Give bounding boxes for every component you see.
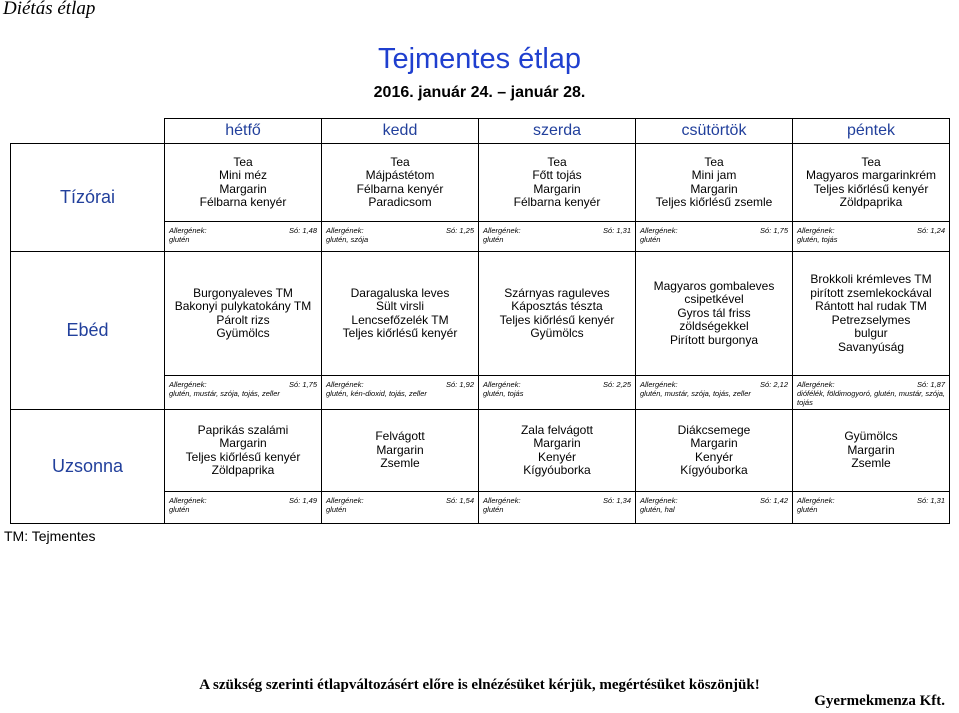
allergen-cell [479,376,636,410]
salt-value: Só: 1,25 [446,226,474,235]
allergen-cell [636,376,793,410]
menu-item: bulgur [854,326,888,340]
menu-cell [793,410,950,492]
menu-item: Tea [704,154,724,169]
menu-item: Kígyóuborka [680,463,748,477]
salt-value: Só: 1,24 [917,226,945,235]
menu-item: Kenyér [537,449,577,464]
salt-value: Só: 1,49 [289,496,317,505]
allergen-cell [636,222,793,252]
menu-item: Margarin [533,436,581,450]
allergen-label: Allergének: [483,496,521,505]
menu-item: Mini méz [218,168,267,182]
menu-item: Sült virsli [375,299,424,313]
salt-value: Só: 2,12 [760,380,788,389]
menu-item: Teljes kiőrlésű kenyér [185,449,301,464]
footer-note: A szükség szerinti étlapváltozásért előre is elnézésüket kérjük, megértésüket köszönjük! [199,677,760,693]
allergen-list: glutén, tojás [797,235,838,244]
allergen-label: Allergének: [640,380,678,389]
menu-item: Rántott hal rudak TM [815,299,927,313]
menu-item: Mini jam [691,168,737,182]
allergen-label: Allergének: [640,496,678,505]
menu-item: Felvágott [375,429,425,444]
allergen-cell [322,222,479,252]
menu-item: Margarin [376,442,424,457]
salt-value: Só: 1,34 [603,496,631,505]
allergen-cell [165,222,322,252]
allergen-cell [479,492,636,524]
menu-cell [636,252,793,376]
allergen-list: glutén, tojás [483,389,524,398]
meal-label: Uzsonna [11,410,165,524]
allergen-cell [165,492,322,524]
salt-value: Só: 1,31 [917,496,945,505]
menu-item: Savanyúság [837,339,905,354]
allergen-label: Allergének: [797,226,835,235]
day-header: csütörtök [636,119,793,144]
day-header: péntek [793,119,950,144]
menu-item: Margarin [847,442,895,457]
menu-item: Magyaros gombaleves [653,278,775,293]
menu-item: Diákcsemege [677,422,751,437]
menu-item: Bakonyi pulykatokány TM [174,299,312,313]
allergen-label: Allergének: [797,380,835,389]
menu-item: csipetkével [684,292,744,307]
allergen-label: Allergének: [483,226,521,235]
corner-title: Diétás étlap [3,0,96,19]
menu-item: Margarin [690,436,738,450]
allergen-cell [479,222,636,252]
menu-cell [793,144,950,222]
menu-item: Teljes kiőrlésű kenyér [499,312,615,327]
salt-value: Só: 1,75 [289,380,317,389]
menu-item: Margarin [533,181,581,196]
menu-item: Margarin [690,181,738,196]
allergen-cell [793,376,950,410]
allergen-list: glutén, kén-dioxid, tojás, zeller [326,389,427,398]
salt-value: Só: 1,75 [760,226,788,235]
menu-item: Káposztás tészta [511,299,603,313]
allergen-list: glutén, hal [640,505,675,514]
allergen-cell [165,376,322,410]
salt-value: Só: 1,92 [446,380,474,389]
menu-item: Májpástétom [365,168,435,182]
menu-item: Kenyér [694,449,734,464]
menu-item: Burgonyaleves TM [193,285,293,300]
allergen-list: glutén [483,505,504,514]
menu-item: Zöldpaprika [839,195,903,209]
menu-item: Félbarna kenyér [513,195,601,209]
menu-item: Félbarna kenyér [356,181,444,196]
allergen-list: glutén [169,235,190,244]
menu-item: Gyros tál friss [677,305,751,320]
menu-item: Zsemle [380,456,420,471]
allergen-list: glutén, mustár, szója, tojás, zeller [640,389,751,398]
menu-item: Tea [233,154,253,169]
allergen-list: glutén [483,235,504,244]
allergen-list: diófélék, földimogyoró, glutén, mustár, szója, tojás [797,389,945,407]
organization-name: Gyermekmenza Kft. [814,693,945,709]
allergen-label: Allergének: [169,226,207,235]
menu-item: Zöldpaprika [211,463,275,477]
menu-cell [322,410,479,492]
menu-item: Tea [861,154,881,169]
menu-item: Főtt tojás [532,168,582,182]
menu-item: Zsemle [851,456,891,471]
menu-cell [165,410,322,492]
allergen-list: glutén, mustár, szója, tojás, zeller [169,389,280,398]
allergen-cell [793,492,950,524]
allergen-list: glutén [169,505,190,514]
allergen-label: Allergének: [326,226,364,235]
menu-cell [479,144,636,222]
legend-note: TM: Tejmentes [4,528,96,544]
menu-item: Paprikás szalámi [197,422,289,437]
allergen-list: glutén, szója [326,235,369,244]
menu-item: Párolt rizs [216,312,270,327]
menu-item: Kígyóuborka [523,463,591,477]
menu-item: Margarin [219,181,267,196]
menu-item: Szárnyas raguleves [504,285,610,300]
menu-cell [479,252,636,376]
menu-item: Margarin [219,436,267,450]
salt-value: Só: 1,48 [289,226,317,235]
menu-item: Magyaros margarinkrém [805,168,937,182]
allergen-cell [322,376,479,410]
menu-item: Teljes kiőrlésű kenyér [342,326,458,340]
menu-item: Gyümölcs [844,429,898,444]
menu-cell [322,144,479,222]
day-header: kedd [322,119,479,144]
day-header: szerda [479,119,636,144]
allergen-label: Allergének: [326,380,364,389]
menu-cell [322,252,479,376]
menu-cell [165,144,322,222]
menu-item: Paradicsom [368,195,432,209]
menu-item: Gyümölcs [216,326,270,340]
menu-cell [636,410,793,492]
menu-item: zöldségekkel [679,319,749,334]
menu-item: Teljes kiőrlésű kenyér [813,181,929,196]
menu-cell [793,252,950,376]
menu-item: Pirított burgonya [669,332,759,347]
salt-value: Só: 1,31 [603,226,631,235]
menu-cell [165,252,322,376]
salt-value: Só: 1,54 [446,496,474,505]
menu-item: Daragaluska leves [350,285,450,300]
allergen-cell [793,222,950,252]
date-range: 2016. január 24. – január 28. [373,84,586,101]
allergen-label: Allergének: [169,380,207,389]
meal-label: Ebéd [11,252,165,410]
menu-item: Teljes kiőrlésű zsemle [655,195,773,209]
salt-value: Só: 2,25 [603,380,631,389]
salt-value: Só: 1,42 [760,496,788,505]
menu-cell [636,144,793,222]
page-title: Tejmentes étlap [377,43,582,75]
menu-item: Tea [390,154,410,169]
menu-cell [479,410,636,492]
meal-label: Tízórai [11,144,165,252]
allergen-list: glutén [797,505,818,514]
day-header: hétfő [165,119,322,144]
menu-item: Brokkoli krémleves TM [810,272,932,286]
allergen-label: Allergének: [169,496,207,505]
menu-item: Lencsefőzelék TM [351,312,449,327]
menu-item: Zala felvágott [520,422,594,437]
allergen-list: glutén [326,505,347,514]
allergen-label: Allergének: [483,380,521,389]
menu-item: pirított zsemlekockával [810,285,932,300]
menu-item: Petrezselymes [831,312,911,327]
menu-table [10,118,950,524]
allergen-cell [322,492,479,524]
salt-value: Só: 1,87 [917,380,945,389]
allergen-label: Allergének: [326,496,364,505]
allergen-list: glutén [640,235,661,244]
menu-item: Gyümölcs [530,326,584,340]
menu-item: Félbarna kenyér [199,195,287,209]
allergen-label: Allergének: [640,226,678,235]
corner-cell [11,119,165,144]
allergen-label: Allergének: [797,496,835,505]
menu-item: Tea [547,154,567,169]
allergen-cell [636,492,793,524]
